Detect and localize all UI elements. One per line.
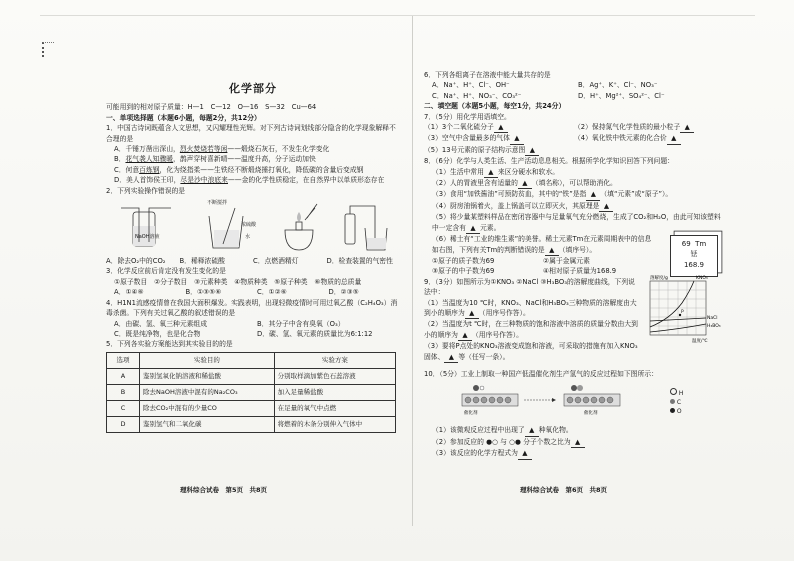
answer-blank[interactable]: ▲ — [465, 308, 479, 319]
answer-blank[interactable]: ▲ — [680, 122, 694, 133]
table-row: B 除去NaOH溶液中混有的Na₂CO₃ 加入足量稀盐酸 — [107, 384, 396, 400]
table-row: C 除去CO₂中混有的少量CO 在足量的氧气中点燃 — [107, 400, 396, 416]
question-2 — [106, 186, 400, 267]
airtightness-figure — [339, 200, 391, 254]
q8-stem: 8．（6分）化学与人类生活、生产活动息息相关。根据所学化学知识回答下列问题： — [424, 157, 674, 166]
q3-option-b: B．①③⑤⑥ — [185, 288, 222, 297]
q2-option-b: B．稀释浓硫酸 — [179, 257, 225, 266]
answer-blank[interactable]: ▲ — [444, 352, 458, 363]
answer-blank[interactable]: ▲ — [510, 133, 524, 144]
q10-stem: 10．（5分）工业上制取一种国产低温催化剂生产氢气的反应过程如下图所示： — [424, 369, 658, 378]
scan-mark — [42, 42, 54, 57]
q4-option-b: B．其分子中含有臭氧（O₃） — [257, 319, 345, 328]
header-plan: 实验方案 — [274, 352, 395, 368]
question-1 — [106, 123, 400, 185]
question-5 — [106, 339, 400, 432]
q9-stem: 9．（3分）如图所示为①KNO₃ ②NaCl ③H₃BO₃的溶解度曲线，下列说法中： — [424, 277, 635, 297]
q2-option-a: A．除去O₂中的CO₂ — [106, 257, 166, 266]
q1-option-b: B．花气袭人知骤暖，鹊声穿树喜新晴——温度升高，分子运动加快 — [114, 155, 316, 164]
dilution-figure — [195, 198, 259, 254]
table-row: A 鉴别氢氧化钠溶液和稀盐酸 分别取样滴加紫色石蕊溶液 — [107, 368, 396, 384]
section-1-heading: 一、单项选择题（本题6小题，每题2分，共12分） — [106, 113, 261, 122]
q7-stem: 7．（5分）用化学用语填空。 — [424, 112, 511, 121]
q1-option-d: D．美人首饰侯王印，尽是沙中浪底来——金的化学性质稳定，在自然界中以单质形态存在 — [114, 176, 385, 185]
svg-text:催化剂: 催化剂 — [584, 411, 598, 417]
q3-option-c: C．①②⑥ — [257, 288, 287, 297]
q1-stem: 1．中国古诗词既蕴含人文思想，又闪耀理性光辉。对下列古诗词划线部分隐含的化学现象解释不合理的是 — [106, 124, 396, 143]
svg-text:P: P — [681, 309, 684, 315]
stir-label: 不断搅拌 — [207, 200, 228, 207]
answer-blank[interactable]: ▲ — [525, 145, 539, 156]
water-label: 水 — [245, 234, 251, 241]
q7-line-2: （3）空气中含量最多的气体 ▲ （4）氧化铁中铁元素的化合价 ▲ — [424, 133, 724, 144]
q1-option-c: C．何意百炼钢，化为绕指柔——生铁经不断煅烧捶打氧化，降低碳的含量后变成钢 — [114, 165, 364, 174]
answer-blank[interactable]: ▲ — [518, 178, 532, 189]
reaction-diagram — [424, 379, 724, 425]
q2-option-c: C．点燃酒精灯 — [253, 257, 299, 266]
q6-option-d: D．H⁺、Mg²⁺、SO₄²⁻、Cl⁻ — [578, 91, 665, 100]
tm-element-card: 69 Tm 铥 168.9 — [670, 235, 718, 277]
top-edge — [40, 15, 755, 16]
gas-wash-bottle-figure — [115, 200, 177, 254]
q7-line-3: （5）13号元素的原子结构示意图 ▲ — [424, 145, 724, 156]
q4-option-a: A．由碳、氢、氧三种元素组成 — [114, 319, 208, 328]
solubility-curve-chart — [640, 275, 724, 345]
svg-text:温度/℃: 温度/℃ — [692, 338, 708, 344]
svg-text:NaCl: NaCl — [707, 315, 718, 321]
table-header-row — [107, 352, 396, 368]
q2-stem: 2．下列实验操作错误的是 — [106, 186, 186, 195]
answer-blank[interactable]: ▲ — [586, 189, 600, 200]
q5-stem: 5．下列各实验方案能达到其实验目的的是 — [106, 340, 233, 349]
q2-option-d: D．检查装置的气密性 — [326, 257, 393, 266]
q2-options — [106, 256, 400, 266]
header-option: 选项 — [107, 352, 140, 368]
q3-option-a: A．①④⑥ — [114, 288, 144, 297]
question-3 — [106, 266, 400, 297]
q4-option-d: D．碳、氢、氧元素的质量比为6:1:12 — [257, 329, 373, 338]
answer-blank[interactable]: ▲ — [494, 122, 508, 133]
acid-label: 浓硫酸 — [241, 222, 257, 229]
page-title: 化学部分 — [229, 82, 277, 95]
question-6 — [424, 70, 724, 101]
reaction-process-figure — [424, 380, 664, 424]
question-9: 9．（3分）如图所示为①KNO₃ ②NaCl ③H₃BO₃的溶解度曲线，下列说法中： （1）当温度为10 ℃时，KNO₃、NaCl和H₃BO₃三种物质的溶解度由大到小的顺序为 ▲ （用序号作答）。 （2）当温度为t ℃时，在三种物质的饱和溶液中溶质的质量分数由大到小的顺序为 ▲ （用序号作答）。 （3）要将P点处的KNO₃溶液变成饱和溶液，可采取的措施有加入KNO₃固体、 ▲ 等（任写一条）。 P 溶解度/g KNO₃ NaCl H₃BO₃ 温度/℃ — [424, 277, 724, 363]
q6-stem: 6．下列各组离子在溶液中能大量共存的是 — [424, 71, 551, 79]
atomic-masses: 可能用到的相对原子质量：H—1 C—12 O—16 S—32 Cu—64 — [106, 103, 317, 112]
question-8: 8．（6分）化学与人类生活、生产活动息息相关。根据所学化学知识回答下列问题： （1）生活中常用 ▲ 来区分硬水和软水。 （2）人的胃液里含有适量的 ▲ （填名称），可以帮助消化。 （3）食用“加铁酱油”可预防贫血，其中的“铁”是指 ▲ （填“元素”或“原子”）。 （4）厨房油锅着火，盖上锅盖可以立即灭火，其原理是 ▲ （5）将少量某塑料样品在密闭容器中与足量氧气充分燃烧，生成了CO₂和H₂O，由此可知该塑料中一定含有 ▲ 元素。 （6）稀土有“工业的维生素”的美誉。稀土元素Tm在元素周期表中的信息如右图，下列有关Tm的判断错误的是 ▲ （填序号）。 ①原子的质子数为69 ②属于金属元素 ③原子的中子数为69 ④相对原子质量为168.9 69 Tm 铥 168.9 — [424, 156, 724, 276]
header-purpose: 实验目的 — [140, 352, 275, 368]
right-footer: 理科综合试卷 第6页 共8页 — [520, 486, 608, 494]
svg-text:溶解度/g: 溶解度/g — [650, 275, 668, 281]
answer-blank[interactable]: ▲ — [466, 223, 480, 234]
q3-items: ①原子数目 ②分子数目 ③元素种类 ④物质种类 ⑤原子种类 ⑥物质的总质量 — [114, 277, 362, 286]
svg-text:KNO₃: KNO₃ — [696, 275, 708, 281]
q4-option-c: C．既是纯净物，也是化合物 — [114, 329, 201, 338]
q3-option-d: D．②③⑤ — [328, 288, 359, 297]
svg-text:催化剂: 催化剂 — [464, 411, 478, 417]
q3-options — [106, 287, 400, 297]
answer-blank[interactable]: ▲ — [571, 437, 585, 448]
q5-table — [106, 352, 396, 433]
svg-text:H₃BO₃: H₃BO₃ — [707, 323, 721, 329]
answer-blank[interactable]: ▲ — [599, 201, 613, 212]
question-7 — [424, 112, 724, 157]
question-10: 10．（5分）工业上制取一种国产低温催化剂生产氢气的反应过程如下图所示： 催化剂 催化剂 H C O （1）该微观反应过程中出现了 ▲ 种氧化物。 （2）参加反应的 ●○ 与 ○● 分子个数之比为 ▲ （3）该反应的化学方程式为 ▲ — [424, 369, 724, 460]
q6-option-a: A．Na⁺、H⁺、Cl⁻、OH⁻ — [432, 81, 510, 90]
q3-stem: 3．化学反应前后肯定没有发生变化的是 — [106, 267, 226, 276]
answer-blank[interactable]: ▲ — [525, 425, 539, 436]
q1-option-a: A．千锤万凿出深山，烈火焚烧若等闲——煅烧石灰石，不发生化学变化 — [114, 145, 330, 154]
q2-figures — [106, 198, 400, 254]
q4-options — [106, 319, 400, 340]
answer-blank[interactable]: ▲ — [458, 330, 472, 341]
naoh-label: NaOH溶液 — [135, 234, 160, 241]
right-page — [424, 70, 724, 460]
page-fold — [412, 16, 413, 526]
q6-option-b: B．Ag⁺、K⁺、Cl⁻、NO₃⁻ — [578, 81, 658, 90]
alcohol-lamp-figure — [277, 200, 321, 254]
question-4 — [106, 298, 400, 340]
answer-blank[interactable]: ▲ — [545, 245, 559, 256]
atom-legend: H C O — [670, 388, 683, 416]
q6-options — [424, 80, 724, 101]
table-row: D 鉴别氢气和二氧化碳 将燃着的木条分别伸入气体中 — [107, 416, 396, 432]
q4-stem: 4．H1N1流感疫情曾在我国大面积爆发。实践表明，出现轻微疫情时可用过氧乙酸（C₂H₄O₃）消毒杀菌。下列有关过氧乙酸的叙述错误的是 — [106, 298, 398, 318]
q6-option-c: C．Na⁺、H⁺、NO₃⁻、CO₃²⁻ — [432, 91, 522, 100]
q7-line-1: （1）3个二氧化硫分子 ▲ （2）保持氮气化学性质的最小粒子 ▲ — [424, 122, 724, 133]
answer-blank[interactable]: ▲ — [518, 448, 532, 459]
answer-blank[interactable]: ▲ — [484, 167, 498, 178]
left-footer: 理科综合试卷 第5页 共8页 — [180, 486, 268, 494]
answer-blank[interactable]: ▲ — [667, 133, 681, 144]
q8-6-options: ①原子的质子数为69 ②属于金属元素 ③原子的中子数为69 ④相对原子质量为168.9 — [432, 256, 617, 276]
left-page — [106, 22, 400, 433]
section-2-heading: 二、填空题（本题5小题，每空1分，共24分） — [424, 102, 566, 111]
